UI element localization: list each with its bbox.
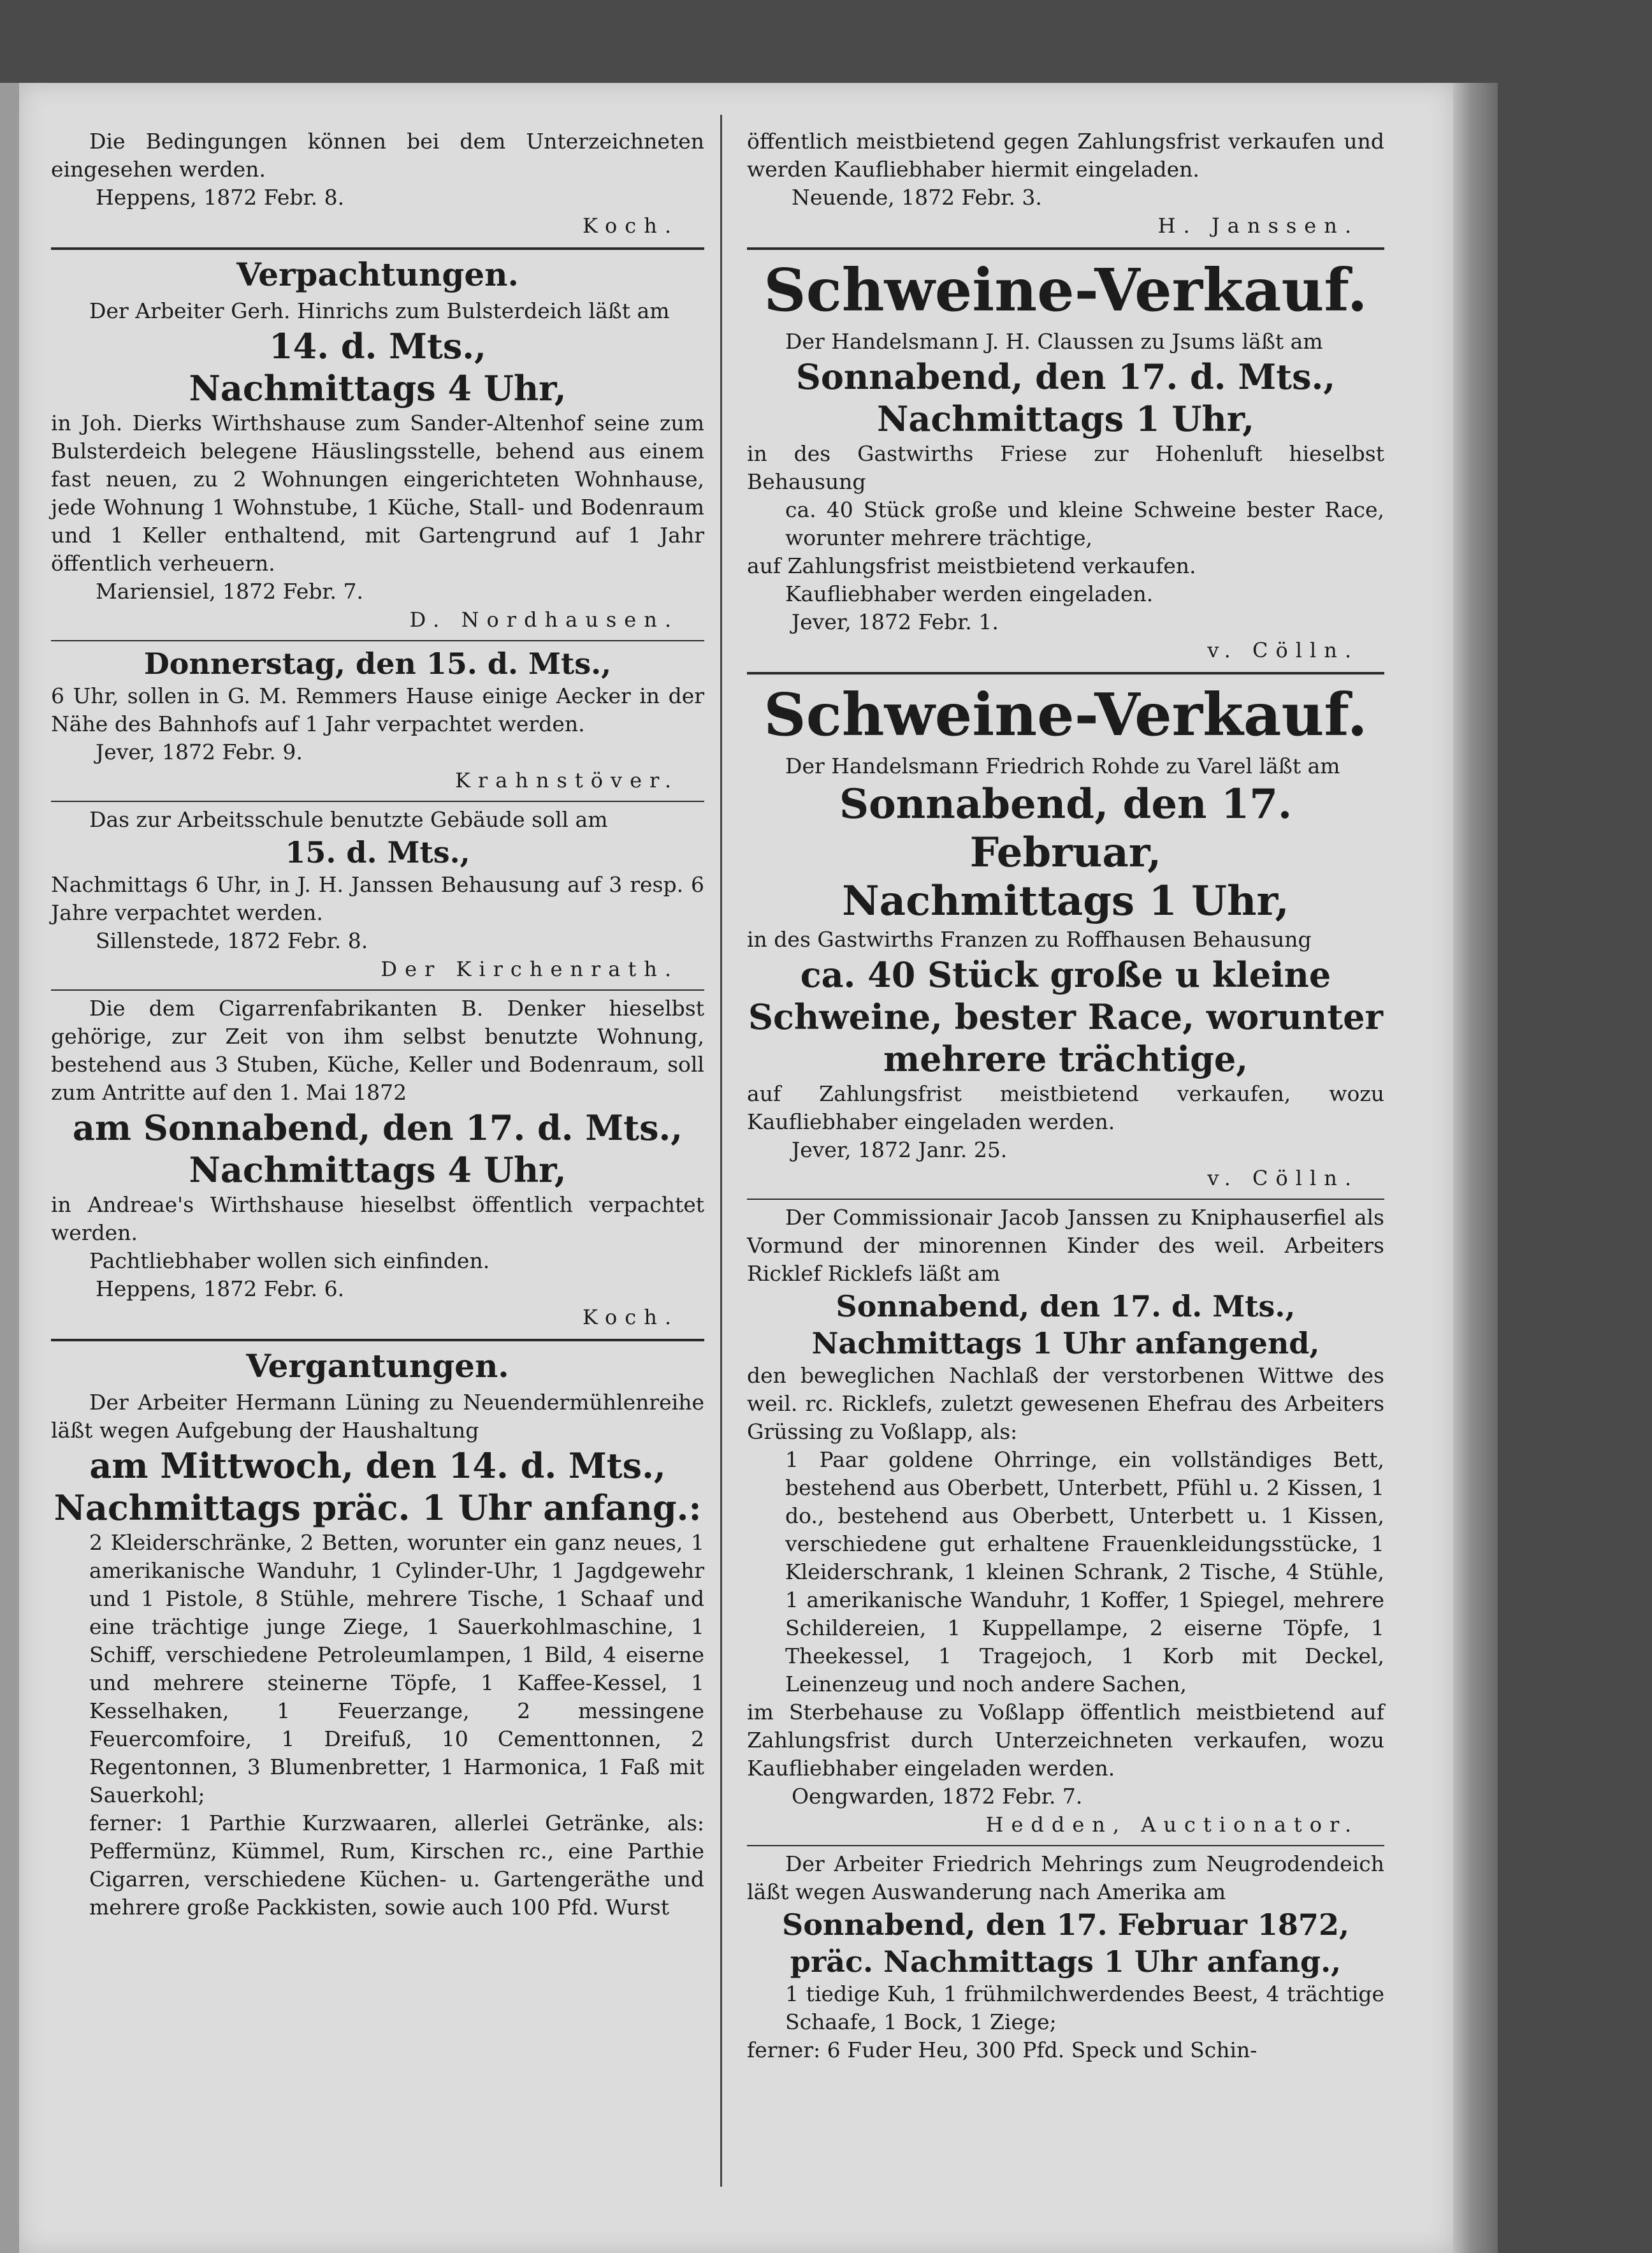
- r-ad3-items: 1 Paar goldene Ohrringe, ein vollständiges Bett, bestehend aus Oberbett, Unterbett, Pfühl u. 2 Kissen, 1 do., bestehend aus Oberbett, Unterbett u. 1 Kissen, verschiedene gut erhaltene Frauenkleidungsstücke, 1 Kleiderschrank, 1 kleinen Schrank, 2 Tische, 4 Stühle, 1 amerikanische Wanduhr, 1 Koffer, 1 Spiegel, mehrere Schildereien, 1 Kuppellampe, 2 eiserne Töpfe, 1 Theekessel, 1 Tragejoch, 1 Korb mit Deckel, Leinenzeug und noch andere Sachen,: [785, 1447, 1384, 1696]
- heading-schweine-verkauf-1: Schweine-Verkauf.: [764, 256, 1368, 324]
- section-rule: [51, 1339, 704, 1341]
- r-ad3-text: Der Commissionair Jacob Janssen zu Kniphauserfiel als Vormund der minorennen Kinder des weil. Arbeiters Ricklef Ricklefs läßt am: [747, 1205, 1384, 1286]
- ad1-text: Der Arbeiter Gerh. Hinrichs zum Bulsterdeich läßt am: [89, 298, 670, 323]
- ad5-time: Nachmittags präc. 1 Uhr anfang.:: [54, 1487, 702, 1528]
- r-ad1-date: Sonnabend, den 17. d. Mts.,: [795, 356, 1336, 397]
- ad4-text: Die dem Cigarrenfabrikanten B. Denker hieselbst gehörige, zur Zeit von ihm selbst benutzte Wohnung, bestehend aus 3 Stuben, Küche, Keller und Bodenraum, soll zum Antritte auf den 1. Mai 1872: [51, 996, 704, 1105]
- r-ad2-time: Nachmittags 1 Uhr,: [842, 877, 1289, 925]
- ad-rule: [747, 1845, 1384, 1846]
- ad3-date: 15. d. Mts.,: [285, 835, 470, 870]
- r-ad1-place: Jever, 1872 Febr. 1.: [792, 609, 999, 634]
- ad3-signature: Der Kirchenrath.: [380, 957, 679, 981]
- r-ad1-body: in des Gastwirths Friese zur Hohenluft hieselbst Behausung: [747, 441, 1384, 494]
- ad2-signature: Krahnstöver.: [454, 768, 679, 792]
- right-column: [747, 128, 1384, 2064]
- ad5-ferner: ferner: 1 Parthie Kurzwaaren, allerlei Getränke, als: Peffermünz, Kümmel, Rum, Kirschen rc., eine Parthie Cigarren, verschiedene Küchen- u. Gartengeräthe und mehrere große Packkisten, sowie auch 100 Pfd. Wurst: [89, 1811, 704, 1920]
- heading-vergantungen: Vergantungen.: [246, 1347, 509, 1385]
- r-ad2-body: in des Gastwirths Franzen zu Roffhausen Behausung: [747, 927, 1312, 952]
- r-ad4-ferner: ferner: 6 Fuder Heu, 300 Pfd. Speck und Schin-: [747, 2038, 1257, 2062]
- r-ad3-time: Nachmittags 1 Uhr anfangend,: [811, 1326, 1320, 1360]
- r-intro-place: Neuende, 1872 Febr. 3.: [792, 185, 1042, 210]
- r-ad1-items: ca. 40 Stück große und kleine Schweine bester Race, worunter mehrere trächtige,: [785, 497, 1384, 550]
- book-spine: [1453, 83, 1498, 2253]
- ad4-place: Heppens, 1872 Febr. 6.: [96, 1276, 345, 1301]
- r-intro-signature: H. Janssen.: [1157, 214, 1359, 238]
- r-ad1-time: Nachmittags 1 Uhr,: [876, 398, 1255, 439]
- r-ad4-date: Sonnabend, den 17. Februar 1872,: [782, 1907, 1349, 1942]
- section-rule: [747, 672, 1384, 674]
- ad-rule: [51, 801, 704, 802]
- r-ad1-body2: auf Zahlungsfrist meistbietend verkaufen.: [747, 553, 1196, 578]
- ad-rule: [51, 640, 704, 641]
- r-ad2-items: ca. 40 Stück große u kleine Schweine, bester Race, worunter mehrere trächtige,: [748, 954, 1383, 1079]
- r-ad2-text: Der Handelsmann Friedrich Rohde zu Varel läßt am: [785, 754, 1340, 778]
- ad2-place: Jever, 1872 Febr. 9.: [96, 740, 303, 764]
- heading-verpachtungen: Verpachtungen.: [236, 256, 519, 293]
- section-rule: [747, 247, 1384, 250]
- r-ad1-signature: v. Cölln.: [1207, 638, 1359, 662]
- intro-place: Heppens, 1872 Febr. 8.: [96, 185, 345, 210]
- ad4-time: Nachmittags 4 Uhr,: [189, 1149, 567, 1190]
- r-ad4-items: 1 tiedige Kuh, 1 frühmilchwerdendes Beest, 4 trächtige Schaafe, 1 Bock, 1 Ziege;: [785, 1981, 1384, 2034]
- ad2-date: Donnerstag, den 15. d. Mts.,: [143, 646, 612, 681]
- ad3-place: Sillenstede, 1872 Febr. 8.: [96, 928, 368, 953]
- r-ad4-text: Der Arbeiter Friedrich Mehrings zum Neugrodendeich läßt wegen Auswanderung nach Amerika am: [747, 1851, 1384, 1904]
- ad4-signature: Koch.: [582, 1305, 679, 1329]
- ad4-date: am Sonnabend, den 17. d. Mts.,: [72, 1107, 683, 1148]
- ad1-body: in Joh. Dierks Wirthshause zum Sander-Altenhof seine zum Bulsterdeich belegene Häuslingsstelle, behend aus einem fast neuen, zu 2 Wohnungen eingerichteten Wohnhause, jede Wohnung 1 Wohnstube, 1 Küche, Stall- und Bodenraum und 1 Keller enthaltend, mit Gartengrund auf 1 Jahr öffentlich verheuern.: [51, 411, 704, 576]
- r-ad2-date: Sonnabend, den 17. Februar,: [839, 780, 1293, 877]
- r-ad3-date: Sonnabend, den 17. d. Mts.,: [836, 1289, 1296, 1323]
- intro-text: Die Bedingungen können bei dem Unterzeichneten eingesehen werden.: [51, 129, 704, 182]
- ad4-body: in Andreae's Wirthshause hieselbst öffentlich verpachtet werden.: [51, 1192, 704, 1245]
- ad-rule: [51, 989, 704, 991]
- r-ad2-place: Jever, 1872 Janr. 25.: [792, 1137, 1008, 1162]
- intro-signature: Koch.: [582, 214, 679, 238]
- heading-schweine-verkauf-2: Schweine-Verkauf.: [764, 680, 1368, 749]
- r-ad1-text: Der Handelsmann J. H. Claussen zu Jsums läßt am: [785, 329, 1323, 354]
- left-column: [51, 128, 704, 1921]
- section-rule: [51, 247, 704, 250]
- ad1-place: Mariensiel, 1872 Febr. 7.: [96, 579, 363, 604]
- ad1-date: 14. d. Mts.,: [269, 326, 486, 367]
- r-ad1-body3: Kaufliebhaber werden eingeladen.: [785, 581, 1154, 606]
- ad2-body: 6 Uhr, sollen in G. M. Remmers Hause einige Aecker in der Nähe des Bahnhofs auf 1 Jahr verpachtet werden.: [51, 683, 704, 736]
- ad5-text: Der Arbeiter Hermann Lüning zu Neuendermühlenreihe läßt wegen Aufgebung der Haushaltung: [51, 1390, 704, 1443]
- r-ad4-time: präc. Nachmittags 1 Uhr anfang.,: [790, 1944, 1342, 1979]
- r-ad2-signature: v. Cölln.: [1207, 1166, 1359, 1190]
- page-left-edge: [0, 83, 19, 2253]
- r-ad3-body: den beweglichen Nachlaß der verstorbenen Wittwe des weil. rc. Ricklefs, zuletzt gewesenen Ehefrau des Arbeiters Grüssing zu Voßlapp, als:: [747, 1363, 1384, 1444]
- ad4-body2: Pachtliebhaber wollen sich einfinden.: [89, 1248, 490, 1273]
- ad3-body: Nachmittags 6 Uhr, in J. H. Janssen Behausung auf 3 resp. 6 Jahre verpachtet werden.: [51, 872, 704, 925]
- column-divider: [720, 115, 722, 2187]
- ad1-signature: D. Nordhausen.: [409, 608, 679, 632]
- ad5-items: 2 Kleiderschränke, 2 Betten, worunter ein ganz neues, 1 amerikanische Wanduhr, 1 Cylinder-Uhr, 1 Jagdgewehr und 1 Pistole, 8 Stühle, mehrere Tische, 1 Schaaf und eine trächtige junge Ziege, 1 Sauerkohlmaschine, 1 Schiff, verschiedene Petroleumlampen, 1 Bild, 4 eiserne und mehrere steinerne Töpfe, 1 Kaffee-Kessel, 1 Kesselhaken, 1 Feuerzange, 2 messingene Feuercomfoire, 1 Dreifuß, 10 Cementtonnen, 2 Regentonnen, 3 Blumenbretter, 1 Harmonica, 1 Faß mit Sauerkohl;: [89, 1530, 704, 1807]
- r-ad3-signature: Hedden, Auctionator.: [985, 1812, 1359, 1837]
- r-ad2-body2: auf Zahlungsfrist meistbietend verkaufen, wozu Kaufliebhaber eingeladen werden.: [747, 1081, 1384, 1134]
- r-intro-text: öffentlich meistbietend gegen Zahlungsfrist verkaufen und werden Kaufliebhaber hiermit eingeladen.: [747, 129, 1384, 182]
- ad5-date: am Mittwoch, den 14. d. Mts.,: [89, 1445, 666, 1486]
- ad3-text: Das zur Arbeitsschule benutzte Gebäude soll am: [89, 807, 608, 832]
- r-ad3-place: Oengwarden, 1872 Febr. 7.: [792, 1784, 1083, 1809]
- r-ad3-body2: im Sterbehause zu Voßlapp öffentlich meistbietend auf Zahlungsfrist durch Unterzeichneten verkaufen, wozu Kaufliebhaber eingeladen werden.: [747, 1700, 1384, 1781]
- ad-rule: [747, 1199, 1384, 1200]
- ad1-time: Nachmittags 4 Uhr,: [189, 368, 567, 409]
